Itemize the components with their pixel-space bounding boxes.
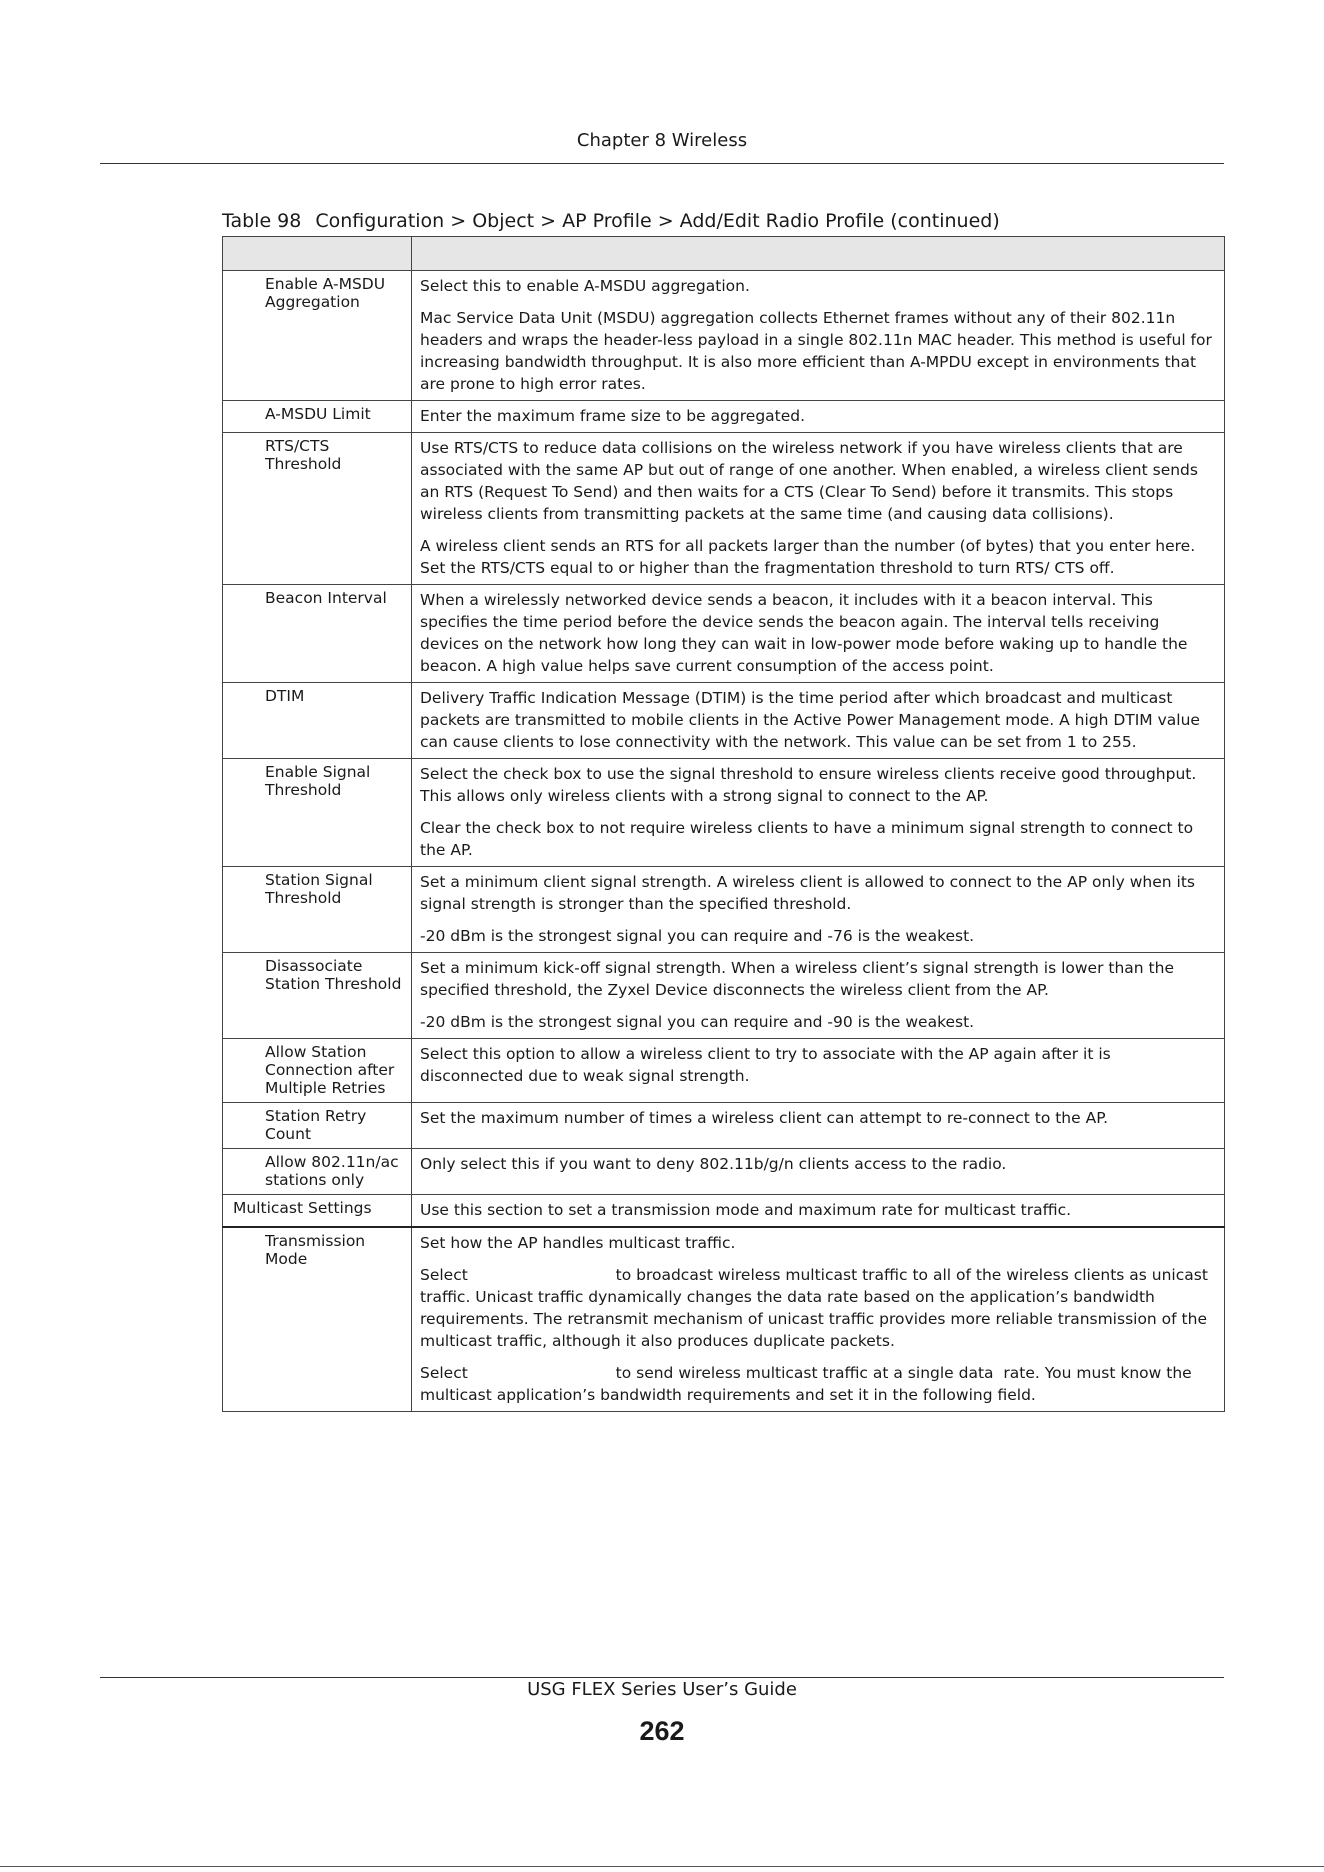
field-description — [412, 271, 1225, 401]
header-cell-label — [223, 237, 412, 271]
field-label: Station Retry Count — [223, 1103, 412, 1149]
table-title: Configuration > Object > AP Profile > Add/Edit Radio Profile (continued) — [315, 210, 1000, 232]
field-description — [412, 401, 1225, 433]
table-caption — [222, 210, 1000, 232]
field-label: Station Signal Threshold — [223, 867, 412, 953]
description-paragraph: Only select this if you want to deny 802.11b/g/n clients access to the radio. — [420, 1155, 1007, 1173]
field-description — [412, 953, 1225, 1039]
field-description — [412, 867, 1225, 953]
table-row — [223, 401, 1225, 433]
footer-divider — [100, 1677, 1224, 1678]
description-paragraph: Select this option to allow a wireless client to try to associate with the AP again after it is disconnected due to weak signal strength. — [420, 1045, 1116, 1085]
description-paragraph: Enter the maximum frame size to be aggregated. — [420, 407, 806, 425]
table-row — [223, 759, 1225, 867]
table-row — [223, 1195, 1225, 1228]
field-label: A-MSDU Limit — [223, 401, 412, 433]
field-description — [412, 433, 1225, 585]
description-paragraph: Select this to enable A-MSDU aggregation. — [420, 277, 750, 295]
description-paragraph: Mac Service Data Unit (MSDU) aggregation collects Ethernet frames without any of their 802.11n headers and wraps the header-less payload in a single 802.11n MAC header. This method is useful for increasing bandwidth throughput. It is also more efficient than A-MPDU except in environments that are prone to high error rates. — [420, 309, 1217, 393]
description-paragraph: A wireless client sends an RTS for all packets larger than the number (of bytes) that you enter here. Set the RTS/CTS equal to or higher than the fragmentation threshold to turn RTS/ CTS off. — [420, 537, 1201, 577]
table-row — [223, 1227, 1225, 1412]
description-paragraph: Use this section to set a transmission mode and maximum rate for multicast traffic. — [420, 1201, 1072, 1219]
field-description — [412, 1039, 1225, 1103]
field-description — [412, 683, 1225, 759]
description-paragraph: Select to send wireless multicast traffic at a single data rate. You must know the multicast application’s bandwidth requirements and set it in the following field. — [420, 1364, 1197, 1404]
table-header-row — [223, 237, 1225, 271]
description-paragraph: Set a minimum client signal strength. A wireless client is allowed to connect to the AP only when its signal strength is stronger than the specified threshold. — [420, 873, 1200, 913]
field-label: Transmission Mode — [223, 1227, 412, 1412]
field-description — [412, 1103, 1225, 1149]
description-paragraph: When a wirelessly networked device sends a beacon, it includes with it a beacon interval. This specifies the time period before the device sends the beacon again. The interval tells receiving devices on the network how long they can wait in low-power mode before waking up to handle the beacon. A high value helps save current consumption of the access point. — [420, 591, 1193, 675]
description-paragraph: -20 dBm is the strongest signal you can require and -90 is the weakest. — [420, 1013, 975, 1031]
description-paragraph: Select the check box to use the signal threshold to ensure wireless clients receive good throughput. This allows only wireless clients with a strong signal to connect to the AP. — [420, 765, 1202, 805]
field-label: Beacon Interval — [223, 585, 412, 683]
field-label: Multicast Settings — [223, 1195, 412, 1228]
description-paragraph: Select to broadcast wireless multicast traffic to all of the wireless clients as unicast traffic. Unicast traffic dynamically changes the data rate based on the application’s bandwidth requirements. The retransmit mechanism of unicast traffic provides more reliable transmission of the multicast traffic, although it also produces duplicate packets. — [420, 1266, 1213, 1350]
description-paragraph: Set the maximum number of times a wireless client can attempt to re-connect to the AP. — [420, 1109, 1109, 1127]
field-label: Allow 802.11n/ac stations only — [223, 1149, 412, 1195]
description-paragraph: Use RTS/CTS to reduce data collisions on the wireless network if you have wireless clients that are associated with the same AP but out of range of one another. When enabled, a wireless client sends an RTS (Request To Send) and then waits for a CTS (Clear To Send) before it transmits. This stops wireless clients from transmitting packets at the same time (and causing data collisions). — [420, 439, 1203, 523]
table-row — [223, 271, 1225, 401]
radio-profile-table — [222, 236, 1225, 1412]
description-paragraph: Set a minimum kick-off signal strength. When a wireless client’s signal strength is lower than the specified threshold, the Zyxel Device disconnects the wireless client from the AP. — [420, 959, 1179, 999]
header-cell-description — [412, 237, 1225, 271]
table-row — [223, 867, 1225, 953]
description-paragraph: Delivery Traffic Indication Message (DTIM) is the time period after which broadcast and multicast packets are transmitted to mobile clients in the Active Power Management mode. A high DTIM value can cause clients to lose connectivity with the network. This value can be set from 1 to 255. — [420, 689, 1205, 751]
field-description — [412, 1227, 1225, 1412]
page-number: 262 — [639, 1716, 685, 1746]
chapter-title: Chapter 8 Wireless — [576, 130, 748, 151]
table-row — [223, 683, 1225, 759]
field-description — [412, 585, 1225, 683]
table-row — [223, 1103, 1225, 1149]
page-bottom-edge — [0, 1866, 1324, 1867]
field-description — [412, 1149, 1225, 1195]
table-number: Table 98 — [222, 210, 302, 232]
field-label: DTIM — [223, 683, 412, 759]
field-label: Enable A-MSDU Aggregation — [223, 271, 412, 401]
header-divider — [100, 163, 1224, 164]
table-row — [223, 1039, 1225, 1103]
table-row — [223, 585, 1225, 683]
field-label: Allow Station Connection after Multiple Retries — [223, 1039, 412, 1103]
table-row — [223, 953, 1225, 1039]
field-label: Disassociate Station Threshold — [223, 953, 412, 1039]
field-description — [412, 759, 1225, 867]
description-paragraph: -20 dBm is the strongest signal you can require and -76 is the weakest. — [420, 927, 975, 945]
field-description — [412, 1195, 1225, 1228]
guide-title: USG FLEX Series User’s Guide — [527, 1679, 797, 1700]
table-row — [223, 1149, 1225, 1195]
field-label: Enable Signal Threshold — [223, 759, 412, 867]
field-label: RTS/CTS Threshold — [223, 433, 412, 585]
table-row — [223, 433, 1225, 585]
description-paragraph: Set how the AP handles multicast traffic. — [420, 1234, 736, 1252]
description-paragraph: Clear the check box to not require wireless clients to have a minimum signal strength to connect to the AP. — [420, 819, 1198, 859]
